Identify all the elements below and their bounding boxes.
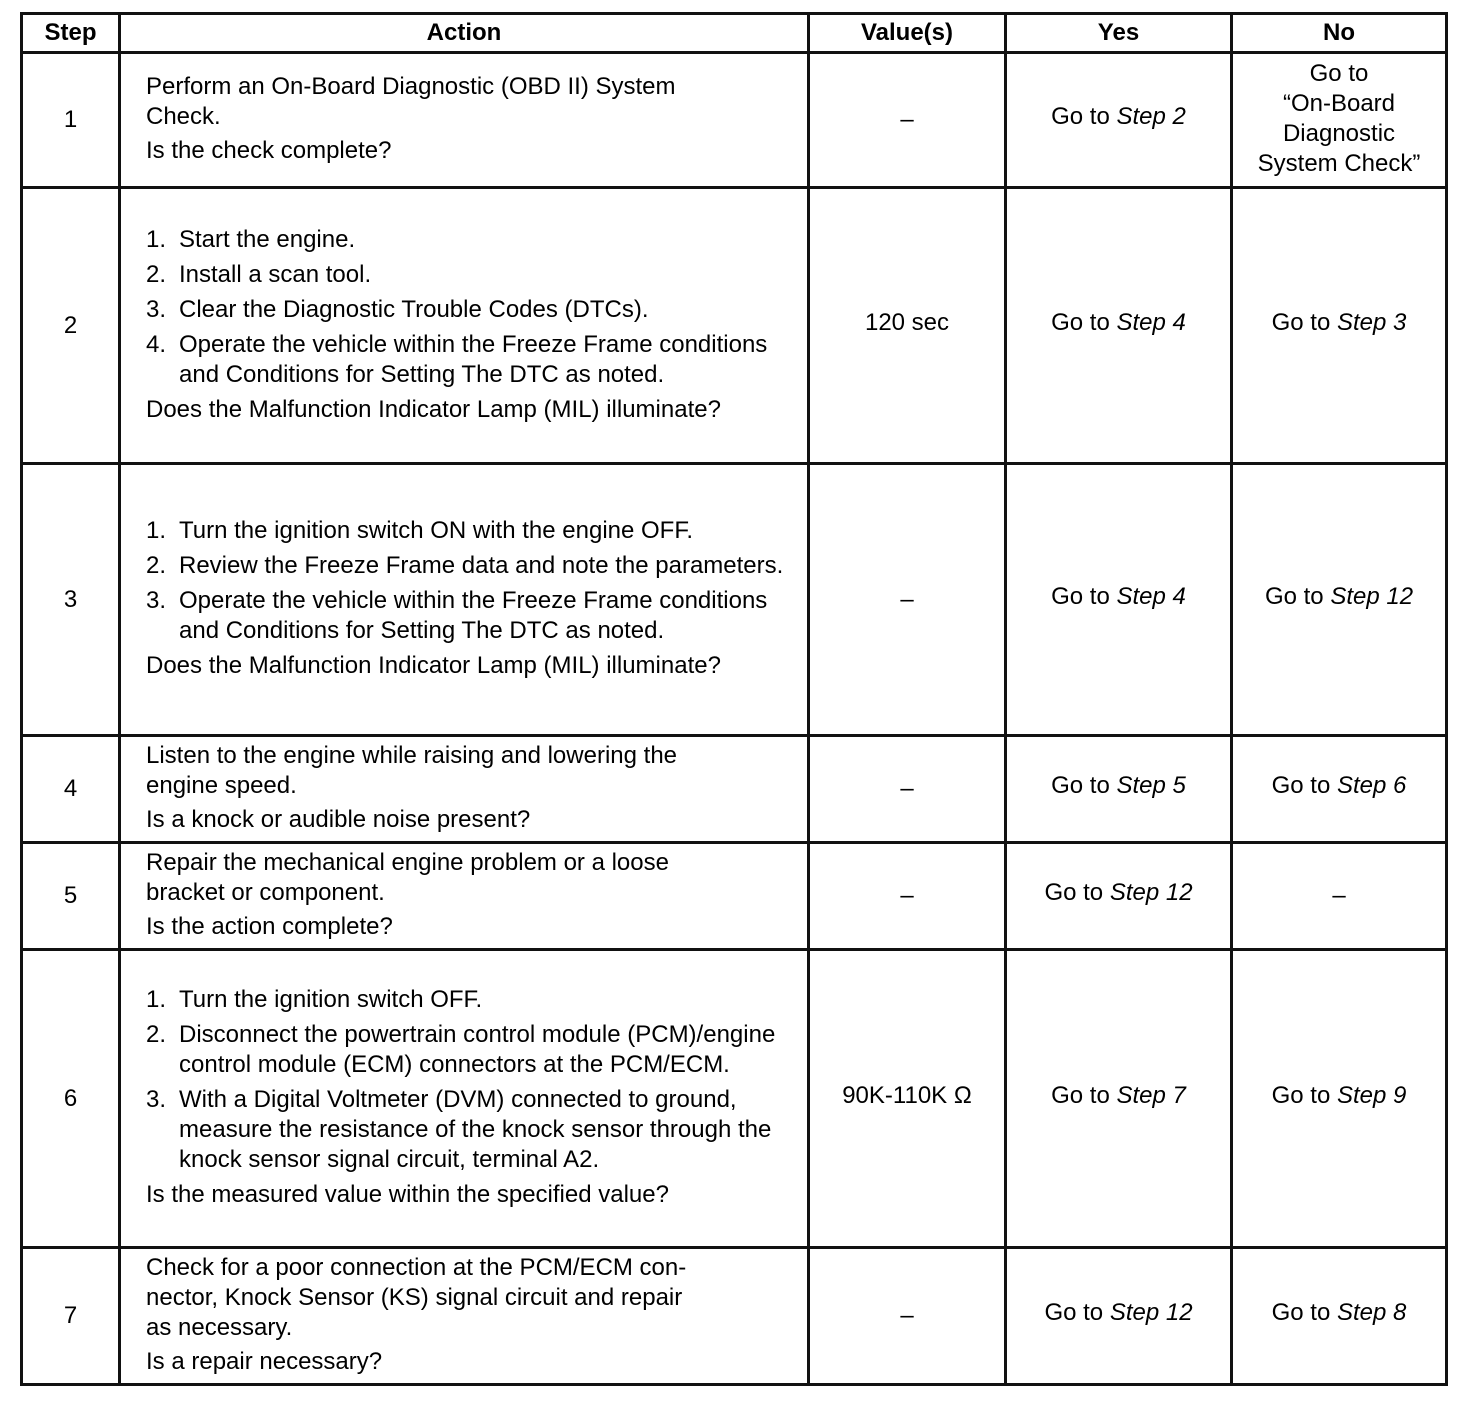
table-row [22,843,1447,950]
action-cell [120,843,809,950]
table-row [22,1248,1447,1385]
goto-step-link: Step 2 [1116,103,1186,130]
action-text: as necessary. [146,1314,293,1341]
goto-step-link: Step 6 [1336,772,1407,799]
action-step-item: 2. Review the Freeze Frame data and note the parameters. [146,552,784,579]
goto-step-link: Step 12 [1330,582,1414,610]
action-step-item: 1. Turn the ignition switch OFF. [146,986,483,1013]
step-number: 2 [22,188,120,464]
action-cell [120,188,809,464]
yes-cell [1006,464,1232,736]
yes-cell [1006,736,1232,843]
no-text: Go to [1309,60,1369,87]
action-cell [120,950,809,1248]
action-text: bracket or component. [146,879,385,906]
action-question: Does the Malfunction Indicator Lamp (MIL) illuminate? [146,652,721,679]
action-step-item: 1. Start the engine. [146,225,356,253]
value-cell: 90K-110K Ω [809,950,1006,1248]
no-text: System Check” [1257,150,1421,177]
goto-prefix: Go to [1051,772,1117,799]
value-cell: – [809,843,1006,950]
table-row [22,53,1447,188]
action-text: Perform an On-Board Diagnostic (OBD II) System [146,73,676,100]
step-number: 5 [22,843,120,950]
action-steps [146,225,793,390]
yes-cell [1006,53,1232,188]
action-cell [120,736,809,843]
diagnostic-table [20,12,1448,1386]
header-no: No [1232,14,1447,53]
table-row [22,188,1447,464]
step-number: 7 [22,1248,120,1385]
header-values: Value(s) [809,14,1006,53]
goto-prefix: Go to [1051,1081,1117,1109]
action-steps [146,985,793,1175]
action-question: Does the Malfunction Indicator Lamp (MIL) illuminate? [146,395,721,423]
action-question: Is the measured value within the specified value? [146,1181,669,1208]
goto-step-link: Step 9 [1336,1081,1407,1109]
action-question: Is the check complete? [146,137,392,164]
action-step-item: 2. Disconnect the powertrain control module (PCM)/engine control module (ECM) connectors at the PCM/ECM. [146,1021,776,1078]
table-row [22,464,1447,736]
no-cell [1232,464,1447,736]
no-cell: – [1232,843,1447,950]
action-question: Is a repair necessary? [146,1348,383,1375]
header-step: Step [22,14,120,53]
goto-prefix: Go to [1264,582,1331,610]
goto-step-link: Step 12 [1109,1299,1193,1326]
goto-prefix: Go to [1271,1081,1337,1109]
yes-cell [1006,950,1232,1248]
yes-cell [1006,188,1232,464]
action-step-item: 3. Operate the vehicle within the Freeze Frame conditions and Conditions for Setting The DTC as noted. [146,587,768,644]
goto-step-link: Step 8 [1336,1299,1407,1326]
step-number: 4 [22,736,120,843]
yes-cell [1006,843,1232,950]
action-text: Repair the mechanical engine problem or a loose [146,849,669,876]
action-question: Is a knock or audible noise present? [146,806,531,833]
goto-prefix: Go to [1044,879,1110,906]
value-cell: – [809,736,1006,843]
goto-step-link: Step 4 [1116,308,1186,336]
action-text: Check. [146,103,221,130]
goto-prefix: Go to [1051,103,1117,130]
goto-prefix: Go to [1271,1299,1337,1326]
action-step-item: 3. With a Digital Voltmeter (DVM) connected to ground, measure the resistance of the knock sensor through the knock sensor signal circuit, terminal A2. [146,1086,772,1173]
value-cell: – [809,1248,1006,1385]
action-steps [146,516,793,646]
action-cell [120,53,809,188]
goto-step-link: Step 12 [1109,879,1193,906]
table-row [22,736,1447,843]
table-row [22,950,1447,1248]
goto-step-link: Step 5 [1116,772,1186,799]
no-cell [1232,950,1447,1248]
goto-step-link: Step 4 [1116,582,1186,610]
step-number: 3 [22,464,120,736]
goto-step-link: Step 7 [1116,1081,1186,1109]
no-text: “On-Board [1282,90,1396,117]
step-number: 6 [22,950,120,1248]
header-action: Action [120,14,809,53]
action-question: Is the action complete? [146,913,393,940]
header-row [22,14,1447,53]
header-yes: Yes [1006,14,1232,53]
no-cell [1232,53,1447,188]
action-step-item: 2. Install a scan tool. [146,260,372,288]
action-text: nector, Knock Sensor (KS) signal circuit and repair [146,1284,683,1311]
action-text: engine speed. [146,772,297,799]
goto-prefix: Go to [1271,308,1337,336]
value-cell: 120 sec [809,188,1006,464]
value-cell: – [809,53,1006,188]
action-text: Check for a poor connection at the PCM/ECM con- [146,1254,687,1281]
action-cell [120,1248,809,1385]
no-cell [1232,736,1447,843]
yes-cell [1006,1248,1232,1385]
goto-prefix: Go to [1271,772,1337,799]
goto-prefix: Go to [1051,582,1117,610]
goto-prefix: Go to [1051,308,1117,336]
no-cell [1232,1248,1447,1385]
action-step-item: 1. Turn the ignition switch ON with the engine OFF. [146,517,694,544]
goto-prefix: Go to [1044,1299,1110,1326]
no-cell [1232,188,1447,464]
action-step-item: 3. Clear the Diagnostic Trouble Codes (DTCs). [146,295,649,323]
value-cell: – [809,464,1006,736]
action-cell [120,464,809,736]
action-step-item: 4. Operate the vehicle within the Freeze Frame conditions and Conditions for Setting The DTC as noted. [146,330,768,388]
goto-step-link: Step 3 [1336,308,1407,336]
no-text: Diagnostic [1282,120,1396,147]
action-text: Listen to the engine while raising and lowering the [146,742,678,769]
step-number: 1 [22,53,120,188]
